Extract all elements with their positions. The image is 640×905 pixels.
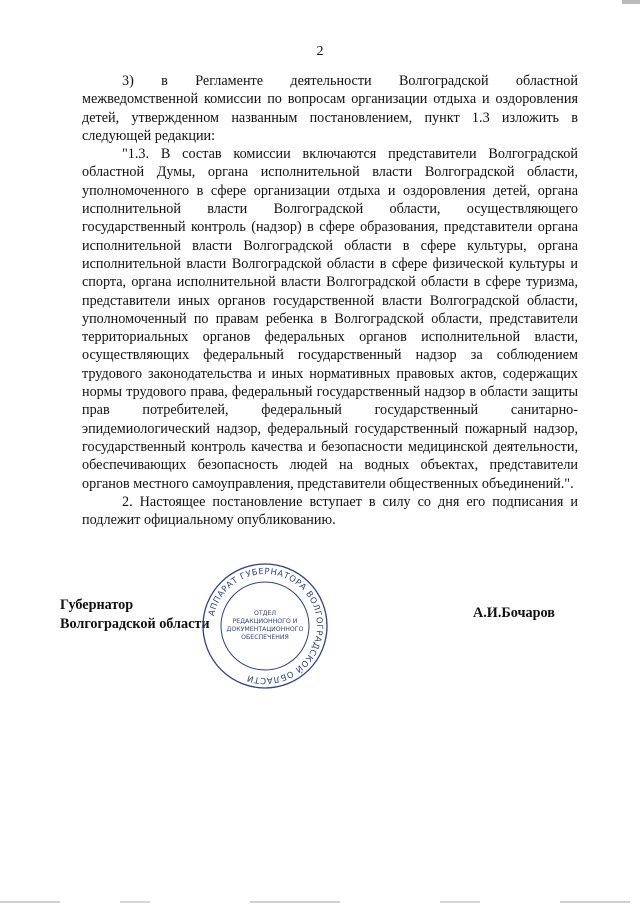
paragraph-effective-date: 2. Настоящее постановление вступает в силу со дня его подписания и подлежит официальному опубликованию. [82,493,578,529]
stamp-inner-line1: ОТДЕЛ [253,610,277,617]
signatory-title-line2: Волгоградской области [60,616,210,632]
stamp-outer-text: АППАРАТ ГУБЕРНАТОРА ВОЛГОГРАДСКОЙ ОБЛАСТИ [206,565,326,687]
signatory-title [60,596,210,634]
page-number: 2 [316,44,324,59]
official-stamp-icon [200,561,330,691]
signatory-title-line1: Губернатор [60,597,134,613]
paragraph-quoted-1-3: "1.3. В состав комиссии включаются представители Волгоградской областной Думы, органа исполнительной власти Волгоградской области, уполномоченного в сфере организации отдыха и оздоровления детей, органа исполнительной власти Волгоградской области, осуществляющего государственный контроль (надзор) в сфере образования, представители органа исполнительной власти Волгоградской области в сфере культуры, органа исполнительной власти Волгоградской области в сфере физической культуры и спорта, органа исполнительной власти Волгоградской области в сфере туризма, представители иных органов государственной власти Волгоградской области, уполномоченный по правам ребенка в Волгоградской области, представители территориальных органов федеральных органов исполнительной власти, осуществляющих федеральный государственный надзор за соблюдением трудового законодательства и иных нормативных правовых актов, содержащих нормы трудового права, федеральный государственный надзор в области защиты прав потребителей, федеральный государственный санитарно-эпидемиологический надзор, федеральный государственный пожарный надзор, государственный контроль качества и безопасности медицинской деятельности, обеспечивающих безопасность людей на водных объектах, представители органов местного самоуправления, представители общественных объединений.". [82,146,578,492]
document-body [82,72,578,529]
signatory-name: А.И.Бочаров [473,605,555,621]
stamp-inner-line4: ОБЕСПЕЧЕНИЯ [241,634,289,641]
scan-bottom-edge [0,899,640,905]
paragraph-item-3: 3) в Регламенте деятельности Волгоградской областной межведомственной комиссии по вопросам организации отдыха и оздоровления детей, утвержденном названным постановлением, пункт 1.3 изложить в следующей редакции: [82,73,578,144]
scan-edge-mark [622,0,640,4]
stamp-inner-line2: РЕДАКЦИОННОГО И [232,618,298,625]
stamp-inner-line3: ДОКУМЕНТАЦИОННОГО [226,626,304,633]
